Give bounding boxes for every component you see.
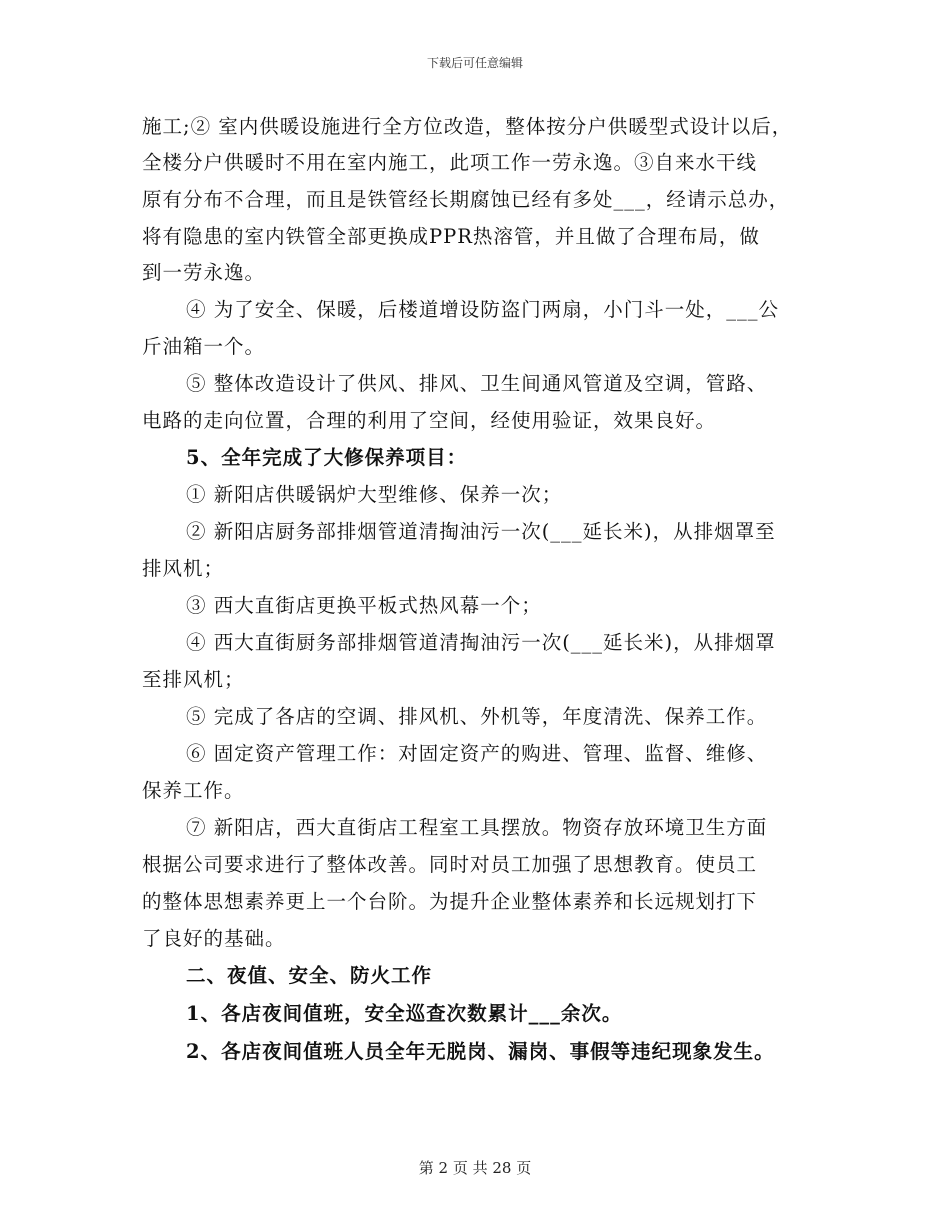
- body-line: ⑦ 新阳店，西大直街店工程室工具摆放。物资存放环境卫生方面: [186, 816, 768, 839]
- page-header: 下载后可任意编辑: [426, 56, 523, 70]
- body-line: ⑥ 固定资产管理工作：对固定资产的购进、管理、监督、维修、: [186, 742, 768, 765]
- body-line: ④ 西大直街厨务部排烟管道清掏油污一次(___延长米)，从排烟罩: [186, 631, 776, 654]
- body-line: 的整体思想素养更上一个台阶。为提升企业整体素养和长远规划打下: [142, 890, 758, 913]
- section-heading: 5、全年完成了大修保养项目：: [186, 446, 468, 469]
- body-line: ② 新阳店厨务部排烟管道清掏油污一次(___延长米)，从排烟罩至: [186, 520, 776, 543]
- body-line: 将有隐患的室内铁管全部更换成PPR热溶管，并且做了合理布局，做: [142, 225, 760, 248]
- section-heading: 二、夜值、安全、防火工作: [186, 964, 433, 987]
- body-line: 施工;② 室内供暖设施进行全方位改造，整体按分户供暖型式设计以后，: [142, 115, 793, 138]
- body-line: ④ 为了安全、保暖，后楼道增设防盗门两扇，小门斗一处，___公: [186, 298, 779, 321]
- body-line: ③ 西大直街店更换平板式热风幕一个；: [186, 594, 542, 617]
- body-line: 保养工作。: [142, 779, 245, 802]
- body-line: 了良好的基础。: [142, 927, 286, 950]
- section-heading: 1、各店夜间值班，安全巡查次数累计___余次。: [186, 1002, 623, 1025]
- body-line: 到一劳永逸。: [142, 261, 266, 284]
- page-footer: 第 2 页 共 28 页: [418, 1159, 532, 1177]
- body-line: ⑤ 整体改造设计了供风、排风、卫生间通风管道及空调，管路、: [186, 372, 768, 395]
- body-line: 根据公司要求进行了整体改善。同时对员工加强了思想教育。使员工: [142, 853, 758, 876]
- body-line: 原有分布不合理，而且是铁管经长期腐蚀已经有多处___，经请示总办，: [142, 188, 790, 211]
- body-line: 全楼分户供暖时不用在室内施工，此项工作一劳永逸。③自来水干线: [142, 151, 758, 174]
- body-line: ① 新阳店供暖锅炉大型维修、保养一次；: [186, 483, 563, 506]
- section-heading: 2、各店夜间值班人员全年无脱岗、漏岗、事假等违纪现象发生。: [186, 1040, 775, 1063]
- body-line: 排风机；: [142, 557, 225, 580]
- body-line: ⑤ 完成了各店的空调、排风机、外机等，年度清洗、保养工作。: [186, 705, 768, 728]
- body-line: 电路的走向位置，合理的利用了空间，经使用验证，效果良好。: [142, 409, 717, 432]
- body-line: 斤油箱一个。: [142, 335, 266, 358]
- body-line: 至排风机；: [142, 668, 245, 691]
